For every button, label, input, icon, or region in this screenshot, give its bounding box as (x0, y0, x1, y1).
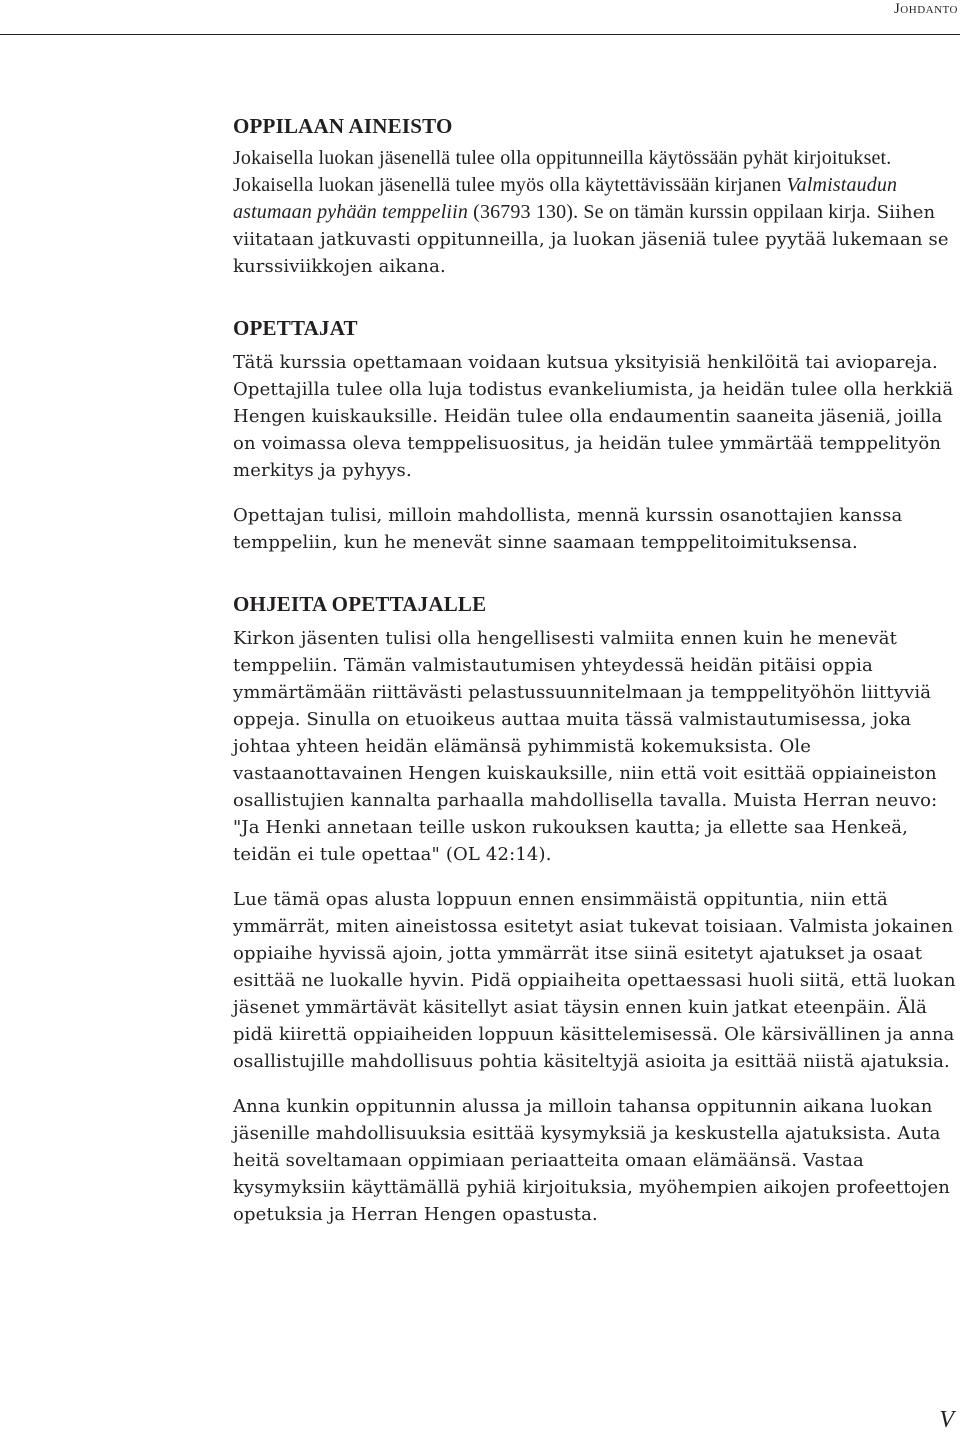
body-paragraph: Kirkon jäsenten tulisi olla hengellisesti valmiita ennen kuin he menevät temppeliin. Tämän valmistautumisen yhteydessä heidän pitäisi oppia ymmärtämään riittävästi pelastussuunnitelmaan ja temppelityöhön liittyviä oppeja. Sinulla on etuoikeus auttaa muita tässä valmistautumisessa, joka johtaa yhteen heidän elämänsä pyhimmistä kokemuksista. Ole vastaanottavainen Hengen kuiskauksille, niin että voit esittää oppiaineiston osallistujien kannalta parhaalla mahdollisella tavalla. Muista Herran neuvo: "Ja Henki annetaan teille uskon rukouksen kautta; ja ellette saa Henkeä, teidän ei tule opettaa" (OL 42:14). (233, 628, 938, 865)
paragraph-text: Siihen viitataan jatkuvasti oppitunneilla, ja luokan jäseniä tulee pyytää lukemaan se kurssiviikkojen aikana. (233, 202, 949, 277)
paragraph-text: Jokaisella luokan jäsenellä tulee olla oppitunneilla käytössään pyhät kirjoitukset. Jokaisella luokan jäsenellä tulee myös olla käytettävissään kirjanen (233, 147, 892, 196)
body-paragraph (233, 145, 958, 280)
body-paragraph: Anna kunkin oppitunnin alussa ja milloin tahansa oppitunnin aikana luokan jäsenille mahdollisuuksia esittää kysymyksiä ja keskustella ajatuksista. Auta heitä soveltamaan oppimiaan periaatteita omaan elämäänsä. Vastaa kysymyksiin käyttämällä pyhiä kirjoituksia, myöhempien aikojen profeettojen opetuksia ja Herran Hengen opastusta. (233, 1096, 951, 1225)
header-rule (0, 34, 960, 35)
section-ohjeita-opettajalle (233, 589, 958, 1228)
page-number: V (939, 1407, 954, 1433)
section-title: OPETTAJAT (233, 316, 358, 340)
running-head: Johdanto (893, 1, 958, 17)
page-body (233, 111, 958, 1228)
section-opettajat (233, 313, 958, 556)
section-title: OPPILAAN AINEISTO (233, 114, 453, 138)
body-paragraph: Lue tämä opas alusta loppuun ennen ensimmäistä oppituntia, niin että ymmärrät, miten aineistossa esitetyt asiat tukevat toisiaan. Valmista jokainen oppiaihe hyvissä ajoin, jotta ymmärrät itse siinä esitetyt ajatukset ja osaat esittää ne luokalle hyvin. Pidä oppiaiheita opettaessasi huoli siitä, että luokan jäsenet ymmärtävät käsitellyt asiat täysin ennen kuin jatkat eteenpäin. Älä pidä kiirettä oppiaiheiden loppuun käsittelemisessä. Ole kärsivällinen ja anna osallistujille mahdollisuus pohtia käsiteltyjä asioita ja esittää niistä ajatuksia. (233, 889, 956, 1072)
section-title: OHJEITA OPETTAJALLE (233, 592, 487, 616)
book-title: Valmistaudun astumaan pyhään temppeliin (233, 174, 898, 223)
section-oppilaan-aineisto (233, 111, 958, 280)
paragraph-text: (36793 130). Se on tämän kurssin oppilaan kirja. (467, 201, 871, 223)
body-paragraph: Opettajan tulisi, milloin mahdollista, mennä kurssin osanottajien kanssa temppeliin, kun he menevät sinne saamaan temppelitoimituksensa. (233, 505, 903, 553)
body-paragraph: Tätä kurssia opettamaan voidaan kutsua yksityisiä henkilöitä tai aviopareja. Opettajilla tulee olla luja todistus evankeliumista, ja heidän tulee olla herkkiä Hengen kuiskauksille. Heidän tulee olla endaumentin saaneita jäseniä, joilla on voimassa oleva temppelisuositus, ja heidän tulee ymmärtää temppelityön merkitys ja pyhyys. (233, 352, 954, 481)
